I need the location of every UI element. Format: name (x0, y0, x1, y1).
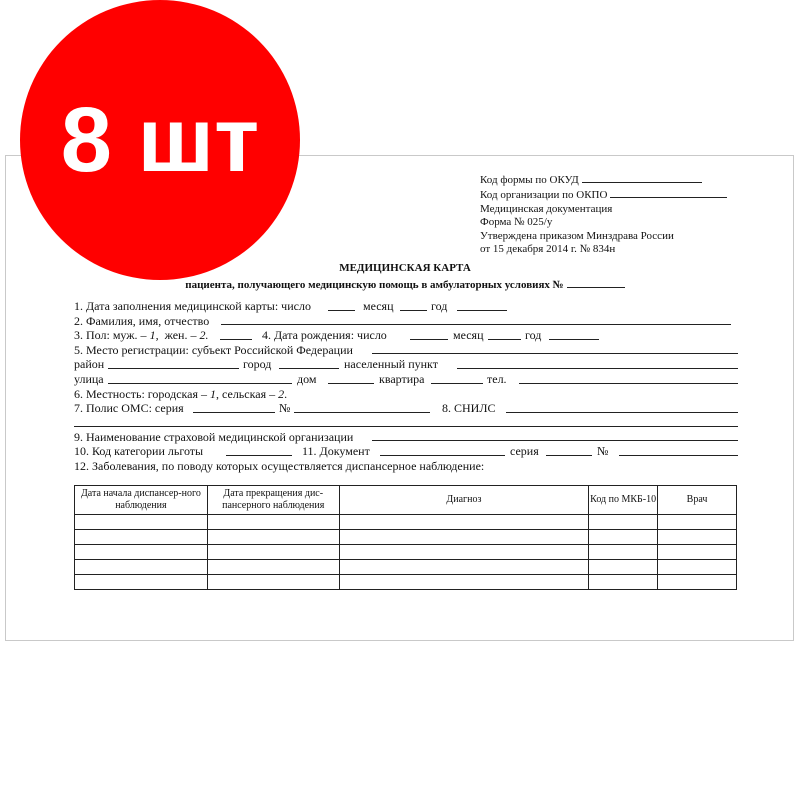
sex-label (74, 328, 208, 343)
card-subtitle-text: пациента, получающего медицинскую помощь в амбулаторных условиях № (185, 279, 564, 291)
okpo-blank (610, 187, 727, 198)
card-subtitle (160, 277, 650, 291)
fill-date-label: 1. Дата заполнения медицинской карты: число (74, 299, 311, 313)
district-label: район (74, 357, 105, 372)
table-row (75, 515, 737, 530)
fill-day-input[interactable] (328, 310, 355, 311)
locality-type-label (74, 387, 287, 402)
document-input[interactable] (380, 455, 505, 456)
birth-year-input[interactable] (549, 339, 599, 340)
benefit-code-input[interactable] (226, 455, 292, 456)
table-cell[interactable] (339, 545, 589, 560)
field-street (74, 372, 740, 387)
sex-female-code: 2. (199, 328, 209, 343)
benefit-code-label: 10. Код категории льготы (74, 444, 204, 459)
table-cell[interactable] (589, 515, 658, 530)
sex-male-code: 1, (149, 328, 159, 343)
field-fill-date (74, 299, 740, 314)
locality-label: населенный пункт (344, 357, 438, 372)
diseases-table (74, 485, 737, 590)
document-label: 11. Документ (302, 444, 370, 459)
birth-month-label: месяц (453, 328, 484, 343)
document-number-input[interactable] (619, 455, 738, 456)
rural-code: 2 (278, 386, 285, 401)
table-cell[interactable] (589, 545, 658, 560)
quantity-badge: 8 шт (20, 0, 300, 280)
diseases-label: 12. Заболевания, по поводу которых осуществляется диспансерное наблюдение: (74, 458, 485, 473)
card-title: МЕДИЦИНСКАЯ КАРТА (339, 262, 471, 274)
district-input[interactable] (108, 368, 239, 369)
form-number: Форма № 025/у (480, 216, 553, 229)
table-row (75, 575, 737, 590)
sex-input[interactable] (220, 339, 252, 340)
table-cell[interactable] (75, 560, 208, 575)
field-blank-line (74, 416, 740, 430)
table-cell[interactable] (658, 530, 737, 545)
field-full-name (74, 314, 740, 329)
table-cell[interactable] (589, 560, 658, 575)
field-insurer (74, 430, 740, 445)
card-number-blank (567, 277, 625, 288)
okud-label: Код формы по ОКУД (480, 174, 579, 186)
birth-day-input[interactable] (410, 339, 448, 340)
table-row (75, 530, 737, 545)
table-row (75, 545, 737, 560)
col-icd-code: Код по МКБ-10 (589, 486, 658, 515)
document-series-label: серия (510, 444, 539, 459)
policy-label: 7. Полис ОМС: серия (74, 401, 184, 416)
col-start-date: Дата начала диспансер-ного наблюдения (75, 486, 208, 515)
house-label: дом (297, 371, 317, 386)
docs-label: Медицинская документация (480, 202, 613, 215)
insurer-input[interactable] (372, 440, 738, 441)
extra-line-input[interactable] (74, 426, 738, 427)
fill-year-input[interactable] (457, 310, 507, 311)
snils-label: 8. СНИЛС (442, 401, 496, 416)
table-cell[interactable] (339, 575, 589, 590)
street-label: улица (74, 371, 104, 386)
table-cell[interactable] (207, 515, 339, 530)
field-benefit-document (74, 444, 740, 459)
phone-input[interactable] (519, 383, 738, 384)
fill-month-input[interactable] (400, 310, 427, 311)
policy-number-label: № (279, 401, 291, 416)
sex-male-label: 3. Пол: муж. – (74, 328, 147, 343)
form-header (480, 172, 780, 256)
table-row (75, 560, 737, 575)
table-cell[interactable] (207, 575, 339, 590)
urban-code: 1 (210, 386, 217, 401)
full-name-label: 2. Фамилия, имя, отчество (74, 313, 210, 328)
table-header-row (75, 486, 737, 515)
full-name-input[interactable] (221, 324, 731, 325)
table-cell[interactable] (207, 530, 339, 545)
region-input[interactable] (372, 353, 738, 354)
insurer-label: 9. Наименование страховой медицинской организации (74, 429, 354, 444)
birth-date-label: 4. Дата рождения: число (262, 328, 387, 343)
approved-date: от 15 декабря 2014 г. № 834н (480, 243, 616, 256)
table-cell[interactable] (589, 530, 658, 545)
table-cell[interactable] (658, 575, 737, 590)
policy-series-input[interactable] (193, 412, 275, 413)
table-cell[interactable] (75, 545, 208, 560)
table-cell[interactable] (75, 575, 208, 590)
apartment-label: квартира (379, 371, 425, 386)
table-cell[interactable] (339, 515, 589, 530)
table-cell[interactable] (658, 545, 737, 560)
field-locality-type (74, 387, 740, 402)
city-input[interactable] (279, 368, 339, 369)
city-label: город (243, 357, 272, 372)
approved-label: Утверждена приказом Минздрава России (480, 229, 674, 242)
table-cell[interactable] (75, 515, 208, 530)
field-policy-snils (74, 401, 740, 416)
col-doctor: Врач (658, 486, 737, 515)
sex-female-label: жен. – (164, 328, 197, 343)
col-end-date: Дата прекращения дис-пансерного наблюдения (207, 486, 339, 515)
table-cell[interactable] (589, 575, 658, 590)
table-cell[interactable] (658, 515, 737, 530)
street-input[interactable] (108, 383, 292, 384)
table-cell[interactable] (75, 530, 208, 545)
table-cell[interactable] (207, 560, 339, 575)
table-cell[interactable] (207, 545, 339, 560)
birth-month-input[interactable] (488, 339, 521, 340)
table-cell[interactable] (658, 560, 737, 575)
document-number-label: № (597, 444, 609, 459)
table-cell[interactable] (339, 560, 589, 575)
table-cell[interactable] (339, 530, 589, 545)
field-district-city (74, 357, 740, 372)
policy-number-input[interactable] (294, 412, 430, 413)
fill-year-label: год (431, 299, 448, 313)
locality-input[interactable] (457, 368, 738, 369)
fill-month-label: месяц (363, 299, 394, 313)
urban-label: 6. Местность: городская – (74, 386, 208, 401)
field-diseases (74, 459, 740, 474)
okpo-label: Код организации по ОКПО (480, 189, 608, 202)
rural-label: , сельская – (216, 386, 276, 401)
snils-input[interactable] (506, 412, 738, 413)
registration-label: 5. Место регистрации: субъект Российской Федерации (74, 342, 353, 357)
phone-label: тел. (487, 371, 507, 386)
birth-year-label: год (525, 328, 542, 343)
locality-type-end: . (284, 386, 288, 401)
apartment-input[interactable] (431, 383, 483, 384)
field-registration (74, 343, 740, 358)
field-sex-birth (74, 328, 740, 343)
document-series-input[interactable] (546, 455, 592, 456)
patient-form (74, 299, 740, 474)
house-input[interactable] (328, 383, 374, 384)
okud-blank (582, 172, 702, 183)
col-diagnosis: Диагноз (339, 486, 589, 515)
table-body (75, 515, 737, 590)
